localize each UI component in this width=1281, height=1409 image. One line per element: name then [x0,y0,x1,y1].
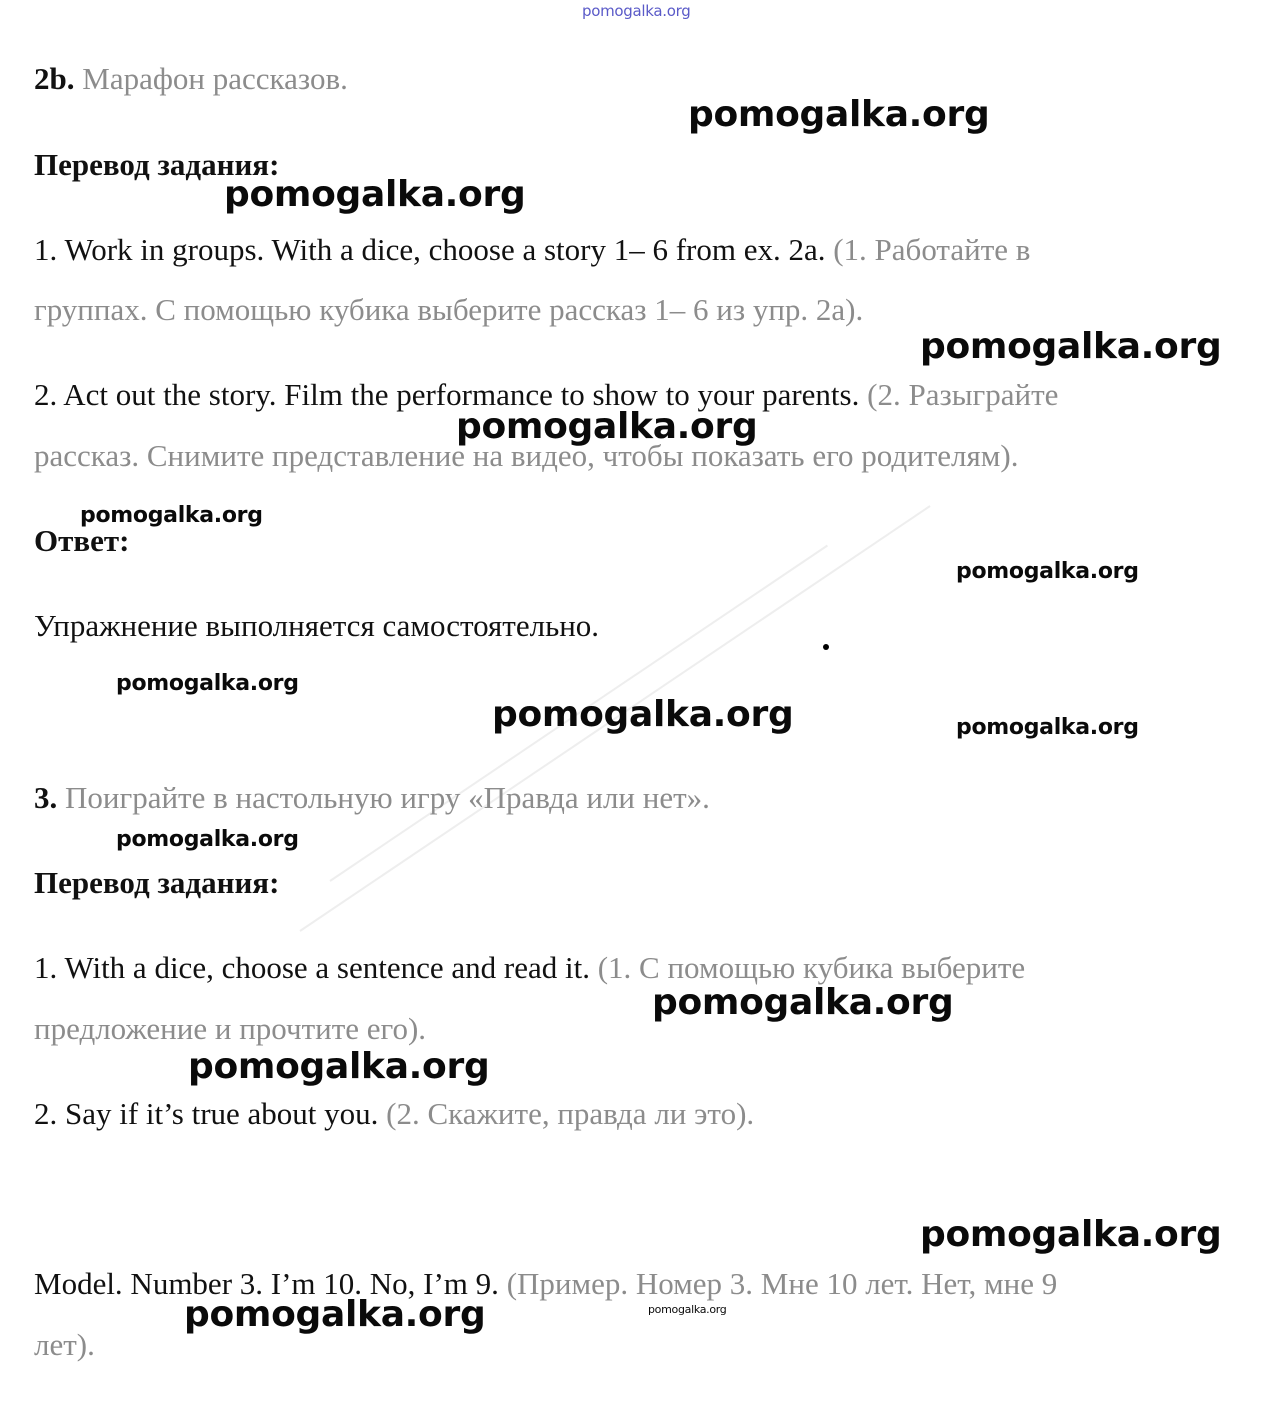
task-english: 1. Work in groups. With a dice, choose a story 1– 6 from ex. 2a. [34,232,826,267]
watermark: pomogalka.org [648,1303,727,1316]
task-english: 2. Act out the story. Film the performance to show to your parents. [34,377,860,412]
watermark: pomogalka.org [956,559,1139,584]
task-russian: (2. Разыграйте [867,377,1059,412]
answer-heading: Ответ: [34,523,130,558]
watermark: pomogalka.org [80,503,263,528]
watermark: pomogalka.org [920,326,1222,367]
section-2b-title-line [34,60,348,97]
task-russian: (1. С помощью кубика выберите [597,950,1026,985]
watermark: pomogalka.org [652,982,954,1023]
model-russian: (Пример. Номер 3. Мне 10 лет. Нет, мне 9 [506,1266,1058,1301]
watermark: pomogalka.org [224,174,526,215]
watermark: pomogalka.org [456,406,758,447]
translation-heading: Перевод задания: [34,865,280,900]
header-site-link[interactable]: pomogalka.org [582,2,691,20]
watermark: pomogalka.org [920,1214,1222,1255]
task-russian: (1. Работайте в [833,232,1031,267]
task-russian: (2. Скажите, правда ли это). [386,1096,755,1131]
task-item [34,231,1030,268]
watermark: pomogalka.org [116,827,299,852]
watermark: pomogalka.org [688,94,990,135]
task-russian-continued: группах. С помощью кубика выберите рассказ 1– 6 из упр. 2а). [34,292,864,327]
task-english: 1. With a dice, choose a sentence and read it. [34,950,590,985]
section-number: 2b. [34,61,75,96]
answer-text: Упражнение выполняется самостоятельно. [34,608,600,643]
watermark: pomogalka.org [492,694,794,735]
section-title: Поиграйте в настольную игру «Правда или нет». [65,780,710,815]
section-title: Марафон рассказов. [82,61,348,96]
task-item [34,1095,754,1132]
watermark: pomogalka.org [184,1294,486,1335]
task-english: 2. Say if it’s true about you. [34,1096,379,1131]
watermark: pomogalka.org [188,1046,490,1087]
section-number: 3. [34,780,58,815]
watermark: pomogalka.org [956,715,1139,740]
task-item [34,949,1025,986]
section-3-title-line [34,779,710,816]
watermark: pomogalka.org [116,671,299,696]
translation-heading: Перевод задания: [34,147,280,182]
task-russian-continued: предложение и прочтите его). [34,1011,427,1046]
task-russian-continued: рассказ. Снимите представление на видео, чтобы показать его родителям). [34,438,1019,473]
model-russian-continued: лет). [34,1327,95,1362]
model-english: Model. Number 3. I’m 10. No, I’m 9. [34,1266,499,1301]
stray-dot [823,644,829,650]
